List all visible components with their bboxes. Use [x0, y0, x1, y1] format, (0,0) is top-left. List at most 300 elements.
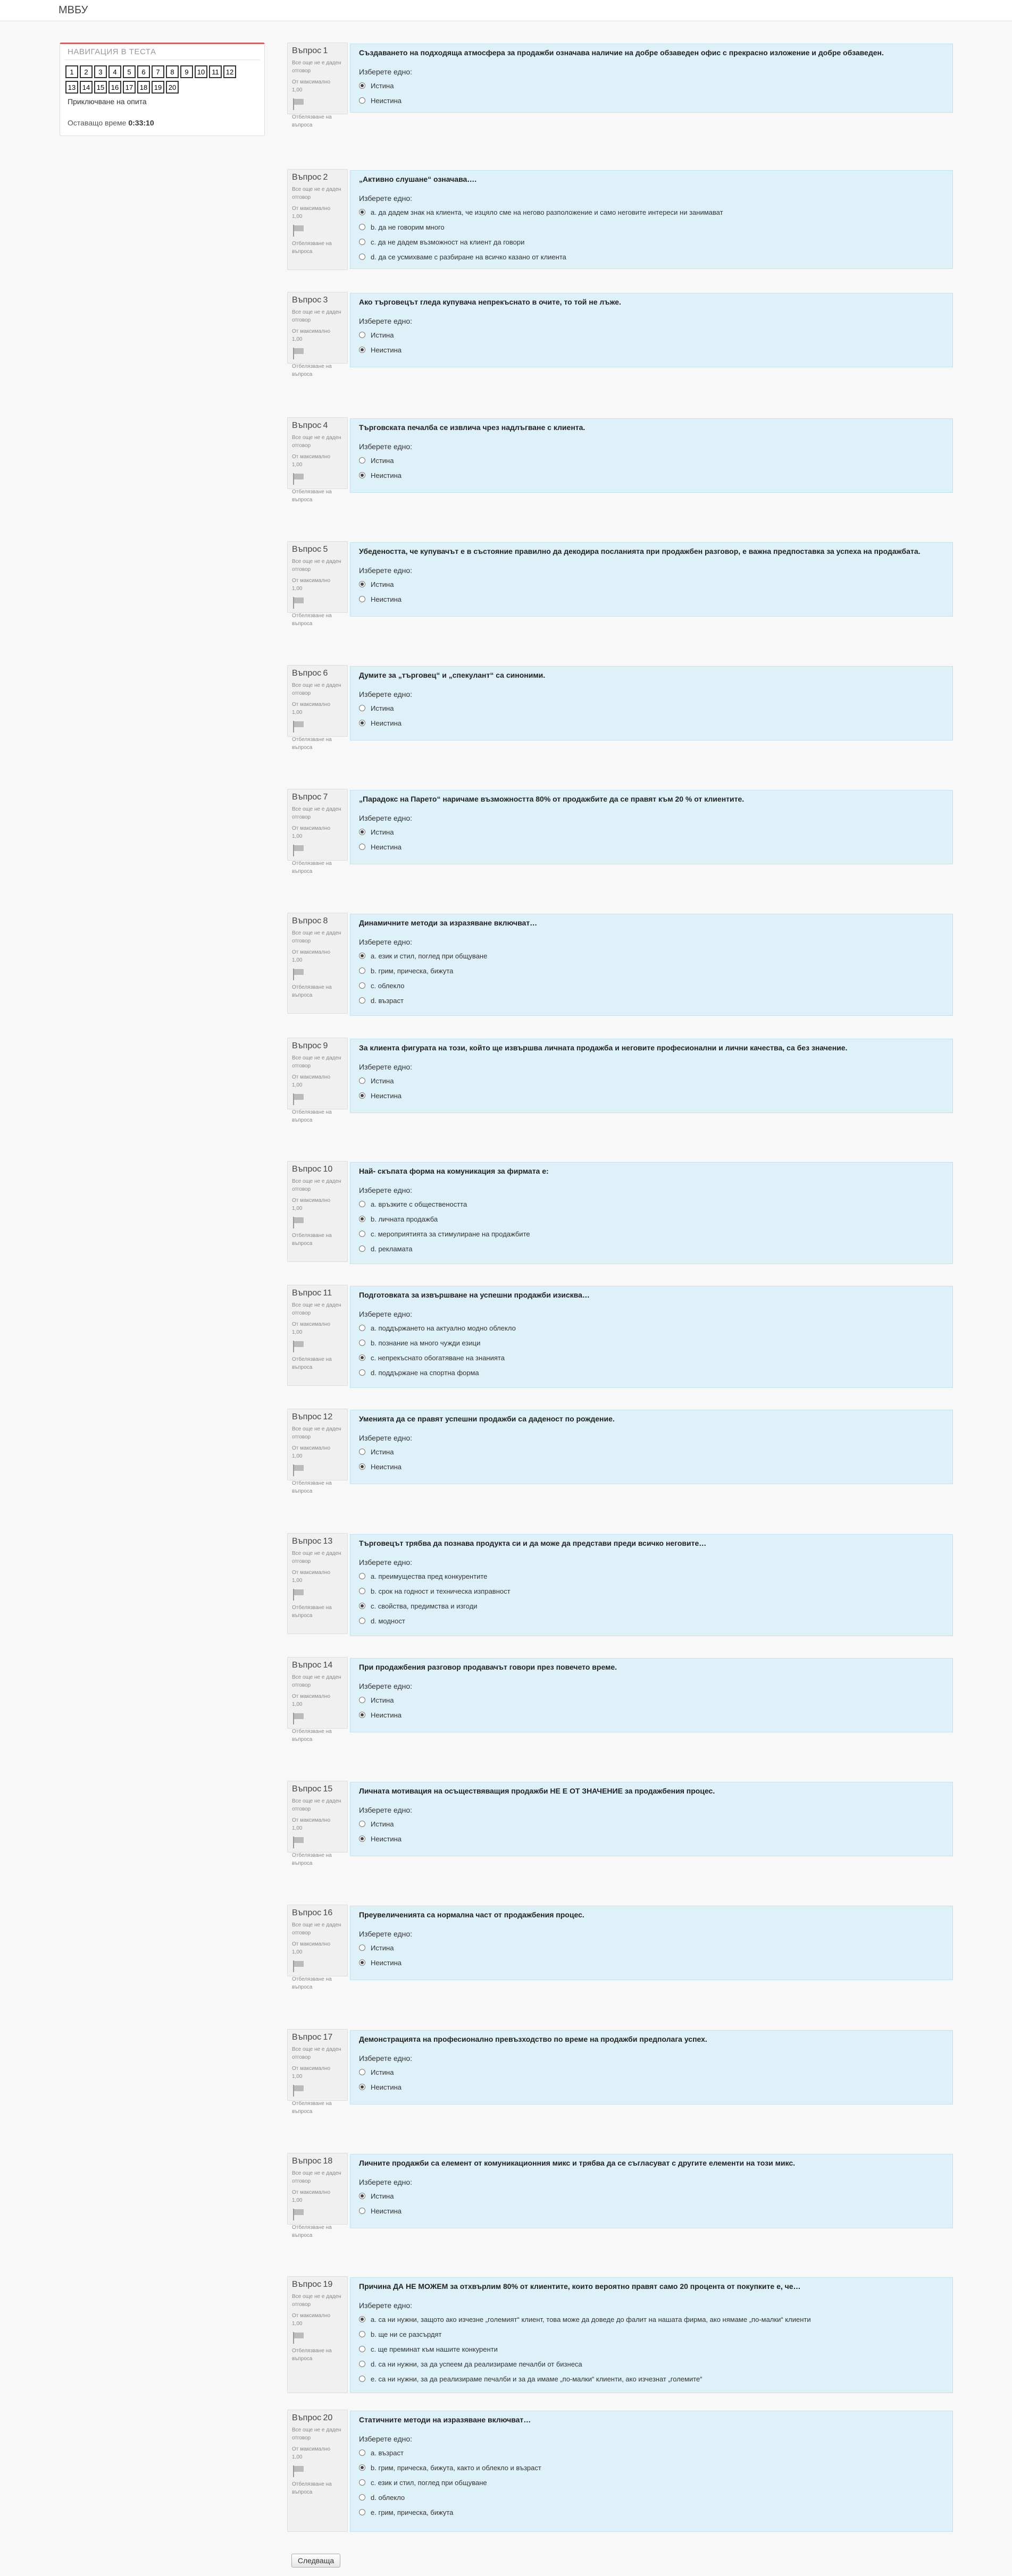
question-text: Личната мотивация на осъществяващия продажби НЕ Е ОТ ЗНАЧЕНИЕ за продажбения процес.	[359, 1787, 715, 1795]
answer-option[interactable]	[359, 715, 944, 730]
question-content	[350, 1534, 953, 1636]
answer-option[interactable]	[359, 1335, 944, 1350]
radio-button[interactable]	[359, 1449, 365, 1455]
max-value: 1,00	[292, 957, 303, 963]
flag-question-label[interactable]: Отбелязване на въпроса	[292, 1976, 332, 1990]
max-grade	[292, 78, 343, 94]
radio-button[interactable]	[359, 1201, 365, 1207]
question-content	[350, 1410, 953, 1484]
answer-option-label[interactable]: a. са ни нужни, защото ако изчезне „големият“ клиент, това може да доведе до фалит на нашата фирма, ако нямаме „по-малки“ клиенти	[371, 2315, 811, 2324]
answer-option[interactable]	[359, 327, 944, 342]
answer-option[interactable]	[359, 1088, 944, 1103]
question-number	[292, 2157, 343, 2166]
answer-option[interactable]	[359, 2371, 944, 2386]
answer-option[interactable]	[359, 2445, 944, 2460]
flag-icon[interactable]	[292, 1837, 306, 1848]
flag-question-label[interactable]: Отбелязване на въпроса	[292, 489, 332, 503]
answer-option-label[interactable]: c. да не дадем възможност на клиент да говори	[371, 238, 525, 246]
question-nav-button[interactable]: 8	[166, 65, 179, 78]
answer-option-label[interactable]: c. език и стил, поглед при общуване	[371, 2478, 487, 2487]
choose-one-prompt: Изберете едно:	[359, 1310, 413, 1318]
answer-option-label[interactable]: d. поддържане на спортна форма	[371, 1368, 479, 1377]
flag-question-label[interactable]: Отбелязване на въпроса	[292, 613, 332, 627]
answer-state: Все още не е даден отговор	[292, 1178, 341, 1192]
choose-one-prompt: Изберете едно:	[359, 317, 413, 325]
radio-button[interactable]	[359, 1603, 365, 1609]
answer-option-label[interactable]: Истина	[371, 2192, 394, 2200]
radio-button[interactable]	[359, 2208, 365, 2214]
question-nav-button[interactable]: 12	[223, 65, 236, 78]
answer-option[interactable]	[359, 1073, 944, 1088]
answer-option-label[interactable]: c. облекло	[371, 981, 405, 990]
answer-option[interactable]	[359, 249, 944, 264]
answer-option[interactable]	[359, 1211, 944, 1226]
radio-button[interactable]	[359, 829, 365, 835]
flag-question-label[interactable]: Отбелязване на въпроса	[292, 737, 332, 751]
question-text: „Парадокс на Парето“ наричаме възможността 80% от продажбите да се правят към 20 % от клиентите.	[359, 795, 745, 803]
max-grade	[292, 205, 343, 221]
answer-option-label[interactable]: Истина	[371, 1447, 394, 1456]
question-number	[292, 1289, 343, 1298]
answer-option-label[interactable]: Истина	[371, 1943, 394, 1952]
answer-option-label[interactable]: b. личната продажба	[371, 1215, 438, 1223]
question-number-value: 11	[323, 1289, 332, 1298]
answer-option[interactable]	[359, 824, 944, 839]
answer-option-label[interactable]: b. да не говорим много	[371, 223, 445, 231]
question-content	[350, 1906, 953, 1980]
radio-button[interactable]	[359, 1618, 365, 1624]
radio-button[interactable]	[359, 2069, 365, 2075]
answer-option[interactable]	[359, 993, 944, 1008]
answer-option[interactable]	[359, 1365, 944, 1380]
answer-option[interactable]	[359, 453, 944, 468]
answer-option[interactable]	[359, 1955, 944, 1970]
answer-option-label[interactable]: e. са ни нужни, за да реализираме печалби и за да имаме „по-малки“ клиенти, ако изчезнат „големите“	[371, 2375, 702, 2383]
question-label: Въпрос	[292, 545, 322, 554]
question-info	[287, 2410, 348, 2532]
max-grade	[292, 1073, 343, 1089]
radio-button[interactable]	[359, 1573, 365, 1579]
answer-option[interactable]	[359, 963, 944, 978]
answer-option[interactable]	[359, 2342, 944, 2356]
flag-question-label[interactable]: Отбелязване на въпроса	[292, 2348, 332, 2362]
answer-option-label[interactable]: Истина	[371, 580, 394, 588]
radio-button[interactable]	[359, 953, 365, 959]
question-number-value: 18	[323, 2157, 333, 2166]
answer-option-label[interactable]: c. свойства, предимства и изгоди	[371, 1602, 478, 1610]
max-label: От максимално	[292, 2066, 331, 2072]
answer-option-label[interactable]: b. познание на много чужди езици	[371, 1338, 481, 1347]
question-number	[292, 1661, 343, 1670]
radio-button[interactable]	[359, 1340, 365, 1346]
question-nav-button[interactable]: 2	[80, 65, 93, 78]
answer-option-label[interactable]: a. връзките с обществеността	[371, 1200, 467, 1208]
question-content	[350, 2154, 953, 2228]
answer-option[interactable]	[359, 2203, 944, 2218]
answer-option[interactable]	[359, 1241, 944, 1256]
radio-button[interactable]	[359, 2316, 365, 2322]
answer-option[interactable]	[359, 2080, 944, 2094]
flag-icon[interactable]	[292, 597, 306, 609]
flag-question-label[interactable]: Отбелязване на въпроса	[292, 984, 332, 998]
answer-option-label[interactable]: a. да дадем знак на клиента, че изцяло сме на неговo разположение и само неговите интереси ни занимават	[371, 208, 723, 216]
question-content	[350, 1039, 953, 1113]
max-label: От максимално	[292, 1941, 331, 1947]
answer-option-label[interactable]: Неистина	[371, 1834, 402, 1843]
radio-button[interactable]	[359, 720, 365, 726]
answer-option[interactable]	[359, 1831, 944, 1846]
choose-one-prompt: Изберете едно:	[359, 2178, 413, 2186]
question-info	[287, 1657, 348, 1742]
radio-button[interactable]	[359, 1821, 365, 1827]
radio-button[interactable]	[359, 2464, 365, 2471]
answer-option[interactable]	[359, 1226, 944, 1241]
question-label: Въпрос	[292, 421, 322, 430]
flag-icon[interactable]	[292, 98, 306, 110]
answer-option-label[interactable]: Неистина	[371, 471, 402, 479]
answer-option[interactable]	[359, 978, 944, 993]
question-text: Подготовката за извършване на успешни продажби изисква…	[359, 1291, 590, 1299]
question-number-value: 17	[323, 2033, 333, 2042]
radio-button[interactable]	[359, 82, 365, 89]
question-info	[287, 43, 348, 128]
answer-option-label[interactable]: d. облекло	[371, 2493, 405, 2502]
max-grade	[292, 2188, 343, 2204]
max-value: 1,00	[292, 2074, 303, 2080]
flag-icon[interactable]	[292, 1217, 306, 1228]
answer-option-label[interactable]: d. са ни нужни, за да успеем да реализираме печалби от бизнеса	[371, 2360, 582, 2368]
answer-option[interactable]	[359, 701, 944, 715]
flag-question-label[interactable]: Отбелязване на въпроса	[292, 1605, 332, 1619]
flag-icon[interactable]	[292, 1341, 306, 1352]
answer-option-label[interactable]: a. език и стил, поглед при общуване	[371, 952, 488, 960]
flag-icon[interactable]	[292, 1464, 306, 1476]
flag-question-label[interactable]: Отбелязване на въпроса	[292, 2481, 332, 2495]
max-value: 1,00	[292, 586, 303, 592]
answer-option[interactable]	[359, 2065, 944, 2080]
flag-question-label[interactable]: Отбелязване на въпроса	[292, 861, 332, 874]
flag-question-label[interactable]: Отбелязване на въпроса	[292, 364, 332, 377]
question-content	[350, 293, 953, 367]
question-number	[292, 545, 343, 554]
answer-option-label[interactable]: Неистина	[371, 1091, 402, 1100]
radio-button[interactable]	[359, 2346, 365, 2352]
answer-option-label[interactable]: d. да се усмихваме с разбиране на всичко казано от клиента	[371, 252, 566, 261]
question-nav-button[interactable]: 20	[166, 81, 179, 94]
choose-one-prompt: Изберете едно:	[359, 1682, 413, 1690]
radio-button[interactable]	[359, 1836, 365, 1842]
answer-option-label[interactable]: a. преимущества пред конкурентите	[371, 1572, 488, 1580]
answer-option[interactable]	[359, 220, 944, 234]
radio-button[interactable]	[359, 472, 365, 478]
answer-option[interactable]	[359, 592, 944, 607]
flag-icon[interactable]	[292, 2332, 306, 2344]
flag-icon[interactable]	[292, 845, 306, 856]
flag-icon[interactable]	[292, 721, 306, 733]
question-nav-button[interactable]: 10	[195, 65, 207, 78]
answer-option-label[interactable]: Истина	[371, 81, 394, 90]
answer-option-label[interactable]: Истина	[371, 331, 394, 339]
question-nav-button[interactable]: 4	[108, 65, 121, 78]
answer-option-label[interactable]: Неистина	[371, 719, 402, 727]
answer-option-label[interactable]: Истина	[371, 1076, 394, 1085]
answer-option-label[interactable]: Истина	[371, 828, 394, 836]
radio-button[interactable]	[359, 2193, 365, 2199]
radio-button[interactable]	[359, 2376, 365, 2382]
answer-option[interactable]	[359, 2460, 944, 2475]
answer-option[interactable]	[359, 1613, 944, 1628]
max-label: От максимално	[292, 2313, 331, 2319]
radio-button[interactable]	[359, 1092, 365, 1099]
answer-option[interactable]	[359, 2188, 944, 2203]
answer-option-label[interactable]: d. рекламата	[371, 1244, 413, 1253]
answer-option[interactable]	[359, 1350, 944, 1365]
flag-icon[interactable]	[292, 969, 306, 980]
answer-state: Все още не е даден отговор	[292, 930, 341, 944]
answer-state: Все още не е даден отговор	[292, 435, 341, 449]
answer-option-label[interactable]: b. грим, прическа, бижута, както и облекло и възраст	[371, 2463, 541, 2472]
answer-option[interactable]	[359, 78, 944, 93]
answer-option-label[interactable]: a. възраст	[371, 2448, 404, 2457]
answer-option[interactable]	[359, 1444, 944, 1459]
answer-option[interactable]	[359, 2505, 944, 2520]
max-grade	[292, 1197, 343, 1213]
max-grade	[292, 1320, 343, 1336]
question-number	[292, 2413, 343, 2423]
radio-button[interactable]	[359, 982, 365, 989]
answer-option-label[interactable]: Неистина	[371, 1958, 402, 1967]
question-label: Въпрос	[292, 916, 322, 925]
question-info	[287, 1038, 348, 1123]
radio-button[interactable]	[359, 457, 365, 464]
max-value: 1,00	[292, 710, 303, 715]
flag-question-label[interactable]: Отбелязване на въпроса	[292, 1233, 332, 1247]
flag-question-label[interactable]: Отбелязване на въпроса	[292, 1357, 332, 1370]
question-info	[287, 292, 348, 377]
answer-option-label[interactable]: Истина	[371, 1696, 394, 1704]
answer-option-label[interactable]: Неистина	[371, 1462, 402, 1471]
flag-icon[interactable]	[292, 473, 306, 485]
radio-button[interactable]	[359, 209, 365, 215]
flag-question-label[interactable]: Отбелязване на въпроса	[292, 1729, 332, 1742]
site-brand[interactable]: МВБУ	[58, 4, 88, 16]
answer-option-label[interactable]: c. ще преминат към нашите конкуренти	[371, 2345, 498, 2353]
question-nav-button[interactable]: 7	[152, 65, 164, 78]
flag-question-label[interactable]: Отбелязване на въпроса	[292, 2101, 332, 2115]
answer-option[interactable]	[359, 1940, 944, 1955]
question-number	[292, 1537, 343, 1546]
question-nav-button[interactable]: 9	[180, 65, 193, 78]
flag-icon[interactable]	[292, 1589, 306, 1601]
answer-state: Все още не е даден отговор	[292, 2047, 341, 2060]
answer-state: Все още не е даден отговор	[292, 1922, 341, 1936]
answer-option[interactable]	[359, 577, 944, 592]
answer-option[interactable]	[359, 342, 944, 357]
choose-one-prompt: Изберете едно:	[359, 68, 413, 76]
radio-button[interactable]	[359, 997, 365, 1004]
radio-button[interactable]	[359, 2361, 365, 2367]
answer-option[interactable]	[359, 468, 944, 483]
answer-option-label[interactable]: b. грим, прическа, бижута	[371, 966, 454, 975]
question-number	[292, 669, 343, 678]
flag-icon[interactable]	[292, 1093, 306, 1105]
radio-button[interactable]	[359, 1588, 365, 1594]
flag-icon[interactable]	[292, 2209, 306, 2220]
radio-button[interactable]	[359, 581, 365, 587]
answer-option-label[interactable]: Истина	[371, 456, 394, 465]
answer-option[interactable]	[359, 839, 944, 854]
answer-option-label[interactable]: b. срок на годност и техническа изправност	[371, 1587, 511, 1595]
answer-option-label[interactable]: Неистина	[371, 96, 402, 105]
answer-option[interactable]	[359, 2356, 944, 2371]
answer-option[interactable]	[359, 1584, 944, 1598]
radio-button[interactable]	[359, 705, 365, 711]
radio-button[interactable]	[359, 2449, 365, 2456]
radio-button[interactable]	[359, 1712, 365, 1718]
question-nav-button[interactable]: 3	[94, 65, 107, 78]
answer-option-label[interactable]: d. модност	[371, 1617, 405, 1625]
answer-option[interactable]	[359, 948, 944, 963]
answer-option[interactable]	[359, 93, 944, 108]
answer-option[interactable]	[359, 1459, 944, 1474]
answer-option[interactable]	[359, 1707, 944, 1722]
radio-button[interactable]	[359, 97, 365, 104]
flag-question-label[interactable]: Отбелязване на въпроса	[292, 2225, 332, 2238]
answer-option[interactable]	[359, 1197, 944, 1211]
answer-option-label[interactable]: Неистина	[371, 2083, 402, 2091]
question-number	[292, 916, 343, 926]
radio-button[interactable]	[359, 1325, 365, 1331]
radio-button[interactable]	[359, 2084, 365, 2090]
flag-question-label[interactable]: Отбелязване на въпроса	[292, 1853, 332, 1866]
radio-button[interactable]	[359, 2331, 365, 2337]
question-nav-button[interactable]: 6	[137, 65, 150, 78]
radio-button[interactable]	[359, 239, 365, 245]
answer-option[interactable]	[359, 2327, 944, 2342]
question-nav-button[interactable]: 11	[209, 65, 222, 78]
answer-option[interactable]	[359, 205, 944, 220]
question-nav-button[interactable]: 14	[80, 81, 93, 94]
radio-button[interactable]	[359, 967, 365, 974]
radio-button[interactable]	[359, 1944, 365, 1951]
flag-question-label[interactable]: Отбелязване на въпроса	[292, 114, 332, 128]
answer-option[interactable]	[359, 1569, 944, 1584]
answer-option-label[interactable]: e. грим, прическа, бижута	[371, 2508, 454, 2516]
radio-button[interactable]	[359, 2494, 365, 2501]
question-nav-button[interactable]: 18	[137, 81, 150, 94]
max-value: 1,00	[292, 1702, 303, 1707]
question-content	[350, 418, 953, 493]
flag-question-label[interactable]: Отбелязване на въпроса	[292, 1480, 332, 1494]
question-content	[350, 1286, 953, 1388]
radio-button[interactable]	[359, 2509, 365, 2515]
answer-option-label[interactable]: b. ще ни се разсърдят	[371, 2330, 442, 2338]
flag-icon[interactable]	[292, 2085, 306, 2097]
answer-state: Все още не е даден отговор	[292, 60, 341, 74]
finish-attempt-link[interactable]: Приключване на опита	[68, 97, 147, 106]
radio-button[interactable]	[359, 1369, 365, 1376]
answer-option-label[interactable]: Неистина	[371, 2207, 402, 2215]
choose-one-prompt: Изберете едно:	[359, 1434, 413, 1442]
max-label: От максимално	[292, 2190, 331, 2195]
flag-icon[interactable]	[292, 348, 306, 359]
answer-option[interactable]	[359, 2312, 944, 2327]
radio-button[interactable]	[359, 224, 365, 230]
answer-option-label[interactable]: Истина	[371, 1820, 394, 1828]
radio-button[interactable]	[359, 1959, 365, 1966]
question-number-value: 20	[323, 2413, 333, 2422]
question-nav-button[interactable]: 13	[65, 81, 78, 94]
flag-icon[interactable]	[292, 1713, 306, 1724]
radio-button[interactable]	[359, 1216, 365, 1222]
question-nav-button[interactable]: 15	[94, 81, 107, 94]
question-label: Въпрос	[292, 2280, 322, 2289]
answer-option[interactable]	[359, 2490, 944, 2505]
choose-one-prompt: Изберете едно:	[359, 2435, 413, 2443]
answer-option[interactable]	[359, 1598, 944, 1613]
question-nav-button[interactable]: 16	[108, 81, 121, 94]
flag-question-label[interactable]: Отбелязване на въпроса	[292, 241, 332, 255]
answer-state: Все още не е даден отговор	[292, 1302, 341, 1316]
radio-button[interactable]	[359, 1245, 365, 1252]
radio-button[interactable]	[359, 844, 365, 850]
radio-button[interactable]	[359, 1231, 365, 1237]
flag-icon[interactable]	[292, 225, 306, 237]
flag-question-label[interactable]: Отбелязване на въпроса	[292, 1109, 332, 1123]
flag-icon[interactable]	[292, 1960, 306, 1972]
answer-option-label[interactable]: a. поддържането на актуално модно облекло	[371, 1324, 516, 1332]
answer-option-label[interactable]: d. възраст	[371, 996, 404, 1005]
next-page-button[interactable]: Следваща	[291, 2554, 340, 2567]
radio-button[interactable]	[359, 1077, 365, 1084]
flag-icon[interactable]	[292, 2465, 306, 2477]
question-content	[350, 914, 953, 1016]
radio-button[interactable]	[359, 1697, 365, 1703]
answer-option-label[interactable]: Истина	[371, 2068, 394, 2076]
answer-option-label[interactable]: c. мероприятията за стимулиране на продажбите	[371, 1230, 530, 1238]
question-nav-button[interactable]: 5	[123, 65, 136, 78]
choose-one-prompt: Изберете едно:	[359, 938, 413, 946]
max-label: От максимално	[292, 2446, 331, 2452]
answer-state: Все още не е даден отговор	[292, 1674, 341, 1688]
radio-button[interactable]	[359, 332, 365, 338]
answer-option-label[interactable]: c. непрекъснато обогатяване на знанията	[371, 1353, 505, 1362]
answer-option-label[interactable]: Неистина	[371, 843, 402, 851]
answer-option[interactable]	[359, 1320, 944, 1335]
answer-option-label[interactable]: Истина	[371, 704, 394, 712]
radio-button[interactable]	[359, 1463, 365, 1470]
answer-option[interactable]	[359, 234, 944, 249]
radio-button[interactable]	[359, 1354, 365, 1361]
answer-option-label[interactable]: Неистина	[371, 595, 402, 603]
question-label: Въпрос	[292, 1412, 322, 1421]
answer-option[interactable]	[359, 1693, 944, 1707]
max-value: 1,00	[292, 462, 303, 468]
max-grade	[292, 1693, 343, 1708]
question-nav-button[interactable]: 1	[65, 65, 78, 78]
answer-option[interactable]	[359, 1816, 944, 1831]
answer-option-label[interactable]: Неистина	[371, 346, 402, 354]
radio-button[interactable]	[359, 596, 365, 602]
radio-button[interactable]	[359, 254, 365, 260]
question-nav-button[interactable]: 17	[123, 81, 136, 94]
question-nav-button[interactable]: 19	[152, 81, 164, 94]
answer-option[interactable]	[359, 2475, 944, 2490]
question-text: Ако търговецът гледа купувача непрекъснато в очите, то той не лъже.	[359, 298, 621, 306]
radio-button[interactable]	[359, 347, 365, 353]
radio-button[interactable]	[359, 2479, 365, 2486]
answer-option-label[interactable]: Неистина	[371, 1711, 402, 1719]
